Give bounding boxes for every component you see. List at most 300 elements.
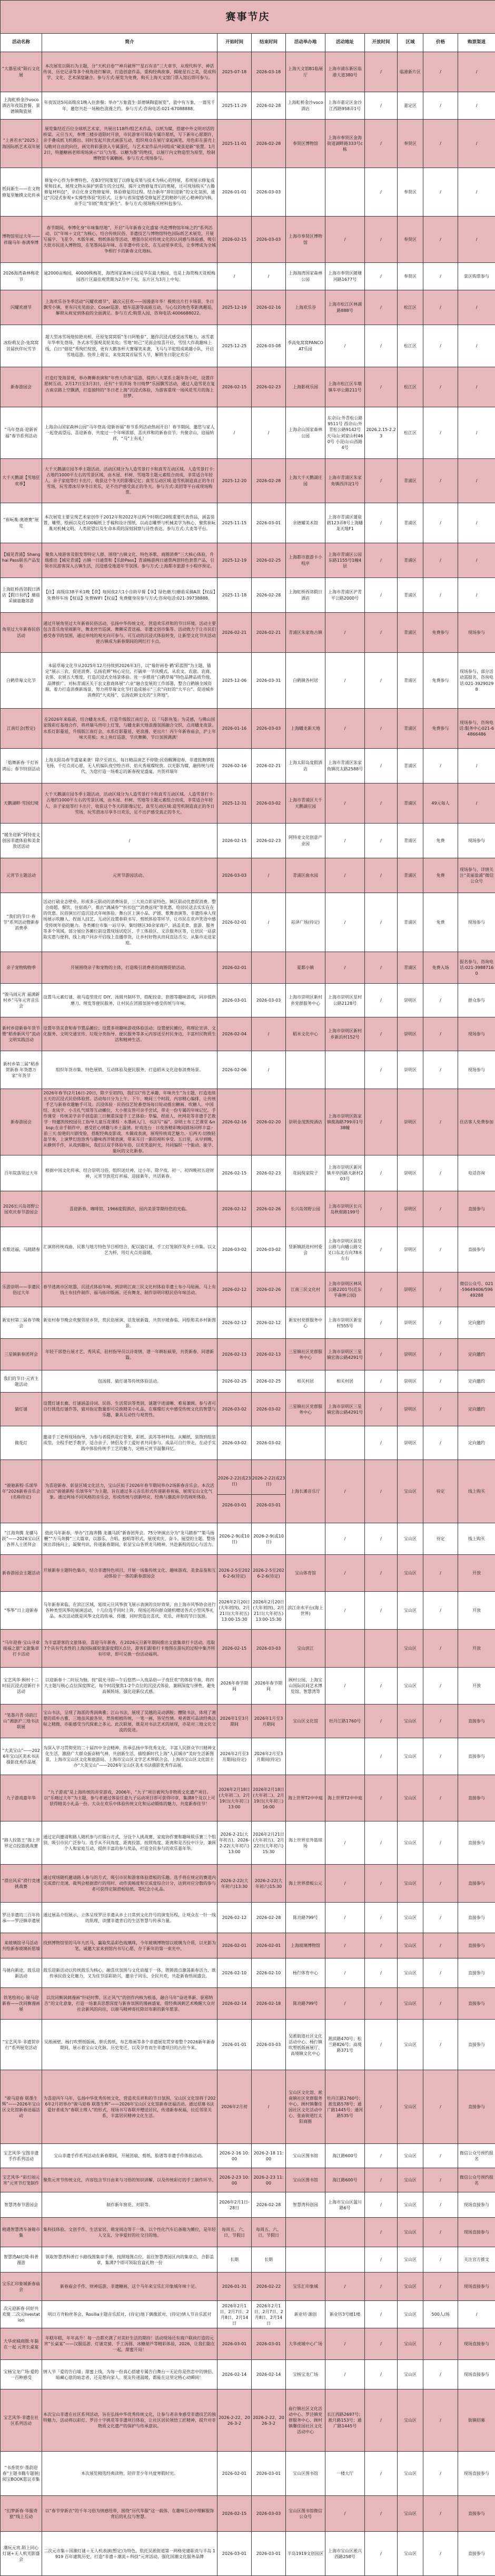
cell-desc: 本次展览精选经典读物，陪伴青少年共度寒假时光。: [42, 2452, 217, 2496]
cell-channel: /: [458, 92, 495, 120]
cell-desc: 通过展品介绍展示，立体呈现罗泾非遗从乡土日常到文化符号的演变历程，让观众在一针一线的肌理，读懂非遗背后的生活智慧与传承力量。: [42, 1903, 217, 1933]
cell-name: “笔墨丹青·诗韵江山”湘浙沪三地书法联展: [1, 1705, 42, 1738]
cell-district: 奉贤区: [398, 120, 423, 168]
cell-price: 免费: [423, 824, 458, 858]
table-row: [1, 1426, 495, 1460]
cell-end: 2026-03-03: [252, 2496, 286, 2532]
cell-end: 2026-03-02: [252, 783, 286, 824]
cell-channel: 群众参与: [458, 984, 495, 1017]
cell-open: /: [365, 2192, 398, 2218]
cell-price: /: [423, 2452, 458, 2496]
cell-address: 牡丹江路1760号: [325, 1705, 365, 1738]
cell-district: 宝山区: [398, 2218, 423, 2247]
cell-price: /: [423, 1191, 458, 1227]
cell-address: /: [325, 1592, 365, 1630]
cell-address: /: [325, 893, 365, 952]
table-row: [1, 168, 495, 217]
cell-district: 崇明区: [398, 1426, 423, 1460]
cell-channel: /: [458, 407, 495, 459]
cell-start: 2026-02-16: [217, 749, 252, 783]
cell-end: 2026年2月至3月期间(待定): [252, 1738, 286, 1775]
cell-venue: 杨行体育中心: [286, 1958, 325, 1988]
cell-name: 闪耀欢禧节: [1, 290, 42, 325]
cell-desc: 本次展览主要呈现艺术家创作于2012年和2022年这两个时期近20组重要代表作品，涵盖装置、雕塑、绘画以及近100幅纸上手稿和设计图纸，以动态雕塑与机械美学为核心，聚焦崔岏胤对机械文明、人类欲望以及生命本质的深刻洞察与诗性表达。参与方式:大麦等平台。: [42, 503, 217, 543]
cell-venue: 新业坊·源创: [286, 2301, 325, 2328]
col-header-desc: 简介: [42, 34, 217, 52]
cell-channel: 现场直接参与: [458, 2192, 495, 2218]
cell-start: 2026年2月初: [217, 2070, 252, 2144]
table-row: [1, 92, 495, 120]
cell-price: /: [423, 984, 458, 1017]
table-row: [1, 1865, 495, 1903]
cell-district: 青浦区: [398, 893, 423, 952]
cell-open: /: [365, 92, 398, 120]
cell-open: /: [365, 2168, 398, 2192]
cell-district: 宝山区: [398, 2496, 423, 2532]
cell-venue: 海上世界T2中中庭: [286, 1775, 325, 1821]
cell-start: 2026-02-01: [217, 2452, 252, 2496]
cell-channel: 直接参与: [458, 1903, 495, 1933]
cell-open: /: [365, 2532, 398, 2576]
table-row: [1, 2070, 495, 2144]
cell-address: 新业坊3号楼1楼: [325, 2301, 365, 2328]
cell-address: 上海市奉贤区金海街道湖畔路333号c栋: [325, 120, 365, 168]
cell-start: 2026-02-12: [217, 1307, 252, 1339]
cell-end: 2026-02-20: [252, 1089, 286, 1155]
cell-desc: 吴淞画壁、杨行吹塑纸版画、蔡氏剪纸、布艺堆画等多个非遗展览贯穿着整个2026新年新春期间，展示着宝山文化脉，历史变迁，以及孕育而生非遗项目的古往今来。: [42, 2020, 217, 2070]
cell-price: /: [423, 1630, 458, 1668]
cell-name: 做花灯: [1, 1426, 42, 1460]
cell-start: 2026-2-5至2026-2-6(待定): [217, 1555, 252, 1592]
cell-address: 上海市青浦区蒲泉路123弄8号上海蟠龙天地F1: [325, 503, 365, 543]
cell-name: 【城见青浦】Shanghai Pass联名产品发布: [1, 543, 42, 578]
table-row: [1, 1017, 495, 1051]
cell-open: /: [365, 2389, 398, 2452]
cell-open: /: [365, 459, 398, 503]
cell-open: /: [365, 1738, 398, 1775]
cell-name: “宝艺风华·非遗贺岁行”系列展览活动: [1, 2020, 42, 2070]
cell-address: [325, 2218, 365, 2247]
cell-start: 2026-02-14: [217, 2360, 252, 2389]
table-row: [1, 1155, 495, 1191]
cell-venue: [286, 168, 325, 217]
cell-address: /: [325, 2273, 365, 2301]
cell-desc: 聚焦入境游客及银发等特定人群，围绕“古镇文化、特色茶歌、商圈消费”三大核心体验，升级推出【城见青浦】古镇一日通票和【乐龄Pass】青浦畅游两日通票两款特色套票产品，引领市民游客深入古镇生活，沉浸感受地道年节氛围。参与方式:上海都市旅游卡小程序预定。: [42, 543, 217, 578]
cell-end-session-2: 2026-03-01: [252, 1495, 285, 1515]
cell-desc: 情人节「爱的告白墙」甜蜜上线，为每一份真心搭建专属告白舞台～无论你是热恋中的情侣、暗藏心意的暗恋者，还是想向家人、朋友传递温暖，都能在这里定格心动瞬间！: [42, 2360, 217, 2389]
cell-open: /: [365, 2496, 398, 2532]
cell-end: 2026-02-12: [252, 1307, 286, 1339]
cell-district: 崇明区: [398, 1307, 423, 1339]
cell-end: 长期: [252, 2247, 286, 2273]
table-row: [1, 2496, 495, 2532]
cell-district: 临港新片区: [398, 52, 423, 92]
cell-start: 2025-07-18: [217, 52, 252, 92]
cell-name: “马年迎春·宝山寻章接福之旅”文旅集章打卡活动: [1, 1630, 42, 1668]
cell-desc: 2026年春节(2月16日-20日，除夕至初四)，我们以“传艺承趣，年味共生”为主题，打造连续五天的沉浸式民俗体验营。活动每日分为上午、下午、晚间三个时段，内容精心编排，让传统手艺与新春欢趣触手可及。沉浸体验 · 民俗技艺轮番登场每日轮动推出糖画、吹糖人、中国结、龙凤字、小丑扎气球等互动摊位，大小朋友皆可亲手尝试，带走一份专属的年味记忆。手作课堂 · 传统美学亲手创造前三日侧重深度手工艺体验:· 草编、捏面人、丝网花等非遗手艺教学 · 特邀凯悦校园员工指导儿童压花课程 · 水墨画入门、书法写“福”、崇明土布工艺课堂 &nbsp;在亲手制作中，感受匠心情趣与乡土温情。好戏连台 · 日夜皆精彩晚间剧场同样丰富:· 前三天:惊艳的川剧变脸，搭配经典皮影戏、木偶戏表演，展现传统戏艺魅力。· 后两天:切换轻盈节奏，上演梦幻泡泡秀与趣味西洋镜表演，带来耳目一新的视听享受。五日里，从早到晚，从静到手作，从戏到趣玩，我们以双手体验年俗，以欢笑盈时光，共同编织一个能动、能学、能玩的文化新春。: [42, 1089, 217, 1155]
cell-name: 大华虎城商圈:年黏在一起 元宵长桌宴: [1, 2328, 42, 2360]
cell-district: 奉贤区: [398, 217, 423, 263]
cell-open: /: [365, 2218, 398, 2247]
cell-district: 青浦区: [398, 459, 423, 503]
cell-open: /: [365, 1460, 398, 1523]
cell-desc: 汇演将传统戏曲、民歌与地方特色节目相结合，配以猜灯谜、手工灯笼制作及乡土市集。以文艺为桥，用灯火点亮温暖。: [42, 1227, 217, 1272]
table-row: [1, 2360, 495, 2389]
cell-end: 每周五、六、日，节假日: [252, 2218, 286, 2247]
cell-venue: 智慧湾科创园: [286, 2192, 325, 2218]
col-header-venue: 活动举办地: [286, 34, 325, 52]
cell-venue: [286, 2218, 325, 2247]
cell-price: /: [423, 1903, 458, 1933]
table-row: [1, 1460, 495, 1523]
cell-open: /: [365, 1017, 398, 1051]
table-row: [1, 653, 495, 709]
table-row: [1, 367, 495, 407]
cell-end: 2026年1月至3月期间: [252, 1705, 286, 1738]
cell-start: 2026-02-12: [217, 1191, 252, 1227]
cell-district: 宝山区: [398, 1988, 423, 2020]
cell-district: 青浦区: [398, 613, 423, 653]
cell-open: /: [365, 263, 398, 290]
table-row: [1, 1089, 495, 1155]
cell-district: 宝山区: [398, 2532, 423, 2576]
cell-name: 猜灯谜: [1, 1393, 42, 1426]
cell-open: /: [365, 1933, 398, 1958]
cell-district: 宝山区: [398, 1958, 423, 1988]
table-row: [1, 120, 495, 168]
table-row: [1, 1272, 495, 1307]
cell-venue: 青浦区曲水园: [286, 858, 325, 893]
cell-address: 上海市宝山区淞兴西路258号: [325, 2532, 365, 2576]
cell-name: 新春游园会主题活动: [1, 1555, 42, 1592]
cell-start: 2026-03-01: [217, 2328, 252, 2360]
cell-end: 2026-03-02: [252, 1227, 286, 1272]
cell-start: 2026-03-02: [217, 1227, 252, 1272]
cell-end: 2026-03-01: [252, 503, 286, 543]
cell-end: 2026-02-16: [252, 290, 286, 325]
cell-name: “幻梦新春·华服奇旅”线上互动: [1, 2496, 42, 2532]
cell-district: 青浦区: [398, 709, 423, 749]
cell-price: 待定: [423, 1460, 458, 1523]
cell-name: 元宵节主题活动: [1, 858, 42, 893]
cell-end: /: [252, 2070, 286, 2144]
cell-name: “骏马闹元宵 福满新村乡”马年元宵音乐会: [1, 984, 42, 1017]
cell-price: /: [423, 2389, 458, 2452]
cell-price: /: [423, 2020, 458, 2070]
cell-address: 上海市崇明区新安村555号: [325, 1307, 365, 1339]
cell-start: 2025-11-18: [217, 578, 252, 613]
cell-district: 松江区: [398, 290, 423, 325]
cell-start: 2025-11-15: [217, 503, 252, 543]
cell-venue: 上海市奉贤区博物馆: [286, 217, 325, 263]
cell-desc: 制作新年窗花、对联等。: [42, 2192, 217, 2218]
table-row: [1, 2247, 495, 2273]
cell-start: /: [217, 407, 252, 459]
cell-price: /: [423, 1051, 458, 1089]
cell-district: 宝山区: [398, 2070, 423, 2144]
cell-channel: 街镇招募: [458, 2389, 495, 2452]
cell-district: 青浦区: [398, 952, 423, 984]
cell-channel: 现场参与，咨询电话:服务中心021-64866486: [458, 709, 495, 749]
table-row: [1, 2328, 495, 2360]
cell-end: 2026-02-21: [252, 749, 286, 783]
cell-venue: 三星镇社区党群服务中心: [286, 1393, 325, 1426]
cell-venue: 新安村党群服务中心: [286, 1307, 325, 1339]
cell-channel: 开放: [458, 1555, 495, 1592]
cell-district: 松江区: [398, 407, 423, 459]
cell-open: /: [365, 1307, 398, 1339]
cell-name: 智慧湾AI幻境·科普漫游: [1, 2247, 42, 2273]
cell-address: 上海市嘉定区金沙江西路958弄1号: [325, 92, 365, 120]
table-row: [1, 543, 495, 578]
cell-desc: 超大型冰雪场地惊艳亮相，还原兔窝窝版“冬日阿勒泰”，邀你沉浸式感受冰雪魅力。冰雪嘉年华率先登场，各式冰雪强观美轮美奂；雪地“妲己”见面会惊喜开启，雪怪大作战趣味上线，白日“烟花”秀绚烂绽放，更有大鹅茶杯大赛爆笑来袭，飞马与羊驼组成萌趣小队，开启雪地巡游。快带上萌宝，来兔窝窝首届雪人节，解锁冬日限定欢乐！: [42, 325, 217, 367]
cell-name: 新安村第三届春节晚会: [1, 1307, 42, 1339]
cell-channel: 开放: [458, 1630, 495, 1668]
table-row: [1, 2144, 495, 2168]
cell-start: 2026-02-15: [217, 1155, 252, 1191]
cell-open: /: [365, 984, 398, 1017]
cell-district: 崇明区: [398, 1370, 423, 1393]
cell-name: 来玻璃馆寻马活动 共绘新春玻璃祈愿墙: [1, 1933, 42, 1958]
table-row: [1, 1339, 495, 1370]
cell-start: 2026-02-15: [217, 824, 252, 858]
page-title: 赛事节庆: [1, 1, 495, 34]
cell-address: 上海市崇明区星村公路2128号: [325, 984, 365, 1017]
cell-end: 2026-02-18: [252, 1988, 286, 2020]
cell-start: 2026-2-9(或10日): [217, 1523, 252, 1555]
cell-name: 我们的节日·元宵主题活动: [1, 1370, 42, 1393]
cell-price: /: [423, 168, 458, 217]
cell-district: 崇明区: [398, 1191, 423, 1227]
cell-venue: 相关村居: [286, 1370, 325, 1393]
cell-district: 宝山区: [398, 1555, 423, 1592]
table-row: [1, 2301, 495, 2328]
cell-venue: 海上世界室外篮球场: [286, 1821, 325, 1865]
cell-name: 宝杨宝龙广场:爱的一百种感受: [1, 2360, 42, 2389]
cell-desc: 设置年货美食和春节置品摊位；设置多项趣味游戏体验活动；设置便民摊位，将理论宣讲、文化服务、文明交通宣传、垃圾分类指导、便民服务等多元内容送至村民身边，丰富村民物质生活和精神生活。: [42, 1017, 217, 1051]
table-row: [1, 1370, 495, 1393]
cell-address: 上海市崇明区三星镇宏海公路4291号: [325, 1393, 365, 1426]
cell-start: 2025-12-31: [217, 783, 252, 824]
cell-channel: 直接参与: [458, 1227, 495, 1272]
cell-price: 免费参与: [423, 709, 458, 749]
cell-desc: 组织年货市集、特色展销、互动体验及便民服务，打造稻米文化迎春消费场景。: [42, 1051, 217, 1089]
cell-start: 2026-02-04: [217, 1017, 252, 1051]
cell-price: /: [423, 2168, 458, 2192]
cell-name: 潮玩元宵.陌上同心 灯谜+无人机光影盛会: [1, 2532, 42, 2576]
cell-end: 2026-02-21: [252, 613, 286, 653]
cell-channel: 直接参与: [458, 1958, 495, 1988]
table-row: [1, 1903, 495, 1933]
cell-end: 2026-2-5至2026-2-6(待定): [252, 1555, 286, 1592]
cell-name: “崔岏胤:奥德赛”展览: [1, 503, 42, 543]
cell-price: /: [423, 1339, 458, 1370]
cell-start: 2026-03-01: [217, 2532, 252, 2576]
cell-name: 稍遇智慧湾车备箱市集: [1, 2218, 42, 2247]
cell-open: /: [365, 783, 398, 824]
cell-open: /: [365, 217, 398, 263]
cell-district: 宝山区: [398, 2020, 423, 2070]
cell-name: “滑出风采”滑行竞速挑战赛: [1, 1865, 42, 1903]
cell-address: /: [325, 1821, 365, 1865]
cell-price: /: [423, 1933, 458, 1958]
cell-desc: 大千天鹅湖庄园冬季主题活动，活动区域分为人造雪景打卡和真雪互动区域。人造雪景打卡:占地约1000平左右的雪景区域，由木屋、杉树、雪地等主题元素组合而成，非常适合年轻人、亲子家庭等打卡出片，收获这个冬天的影像记忆。真雪互动区域:造雪机制造真正的冬日雪场，玩雪滑冰尽享冬日欢乐，足不出沪感受真正的冬天。: [42, 783, 217, 824]
cell-name: 大千天鹅湖【雪地狂欢季】: [1, 459, 42, 503]
cell-channel: /: [458, 217, 495, 263]
cell-address: 上海市松江区车墩镇车亭公路211号: [325, 367, 365, 407]
cell-district: 嘉定区: [398, 92, 423, 120]
cell-channel: 现场直接参与: [458, 2452, 495, 2496]
cell-venue: 宝杨宝龙广场: [286, 2360, 325, 2389]
cell-start: 每周五、六、日，节假日: [217, 2218, 252, 2247]
cell-end: 2026年2月1日、2月7日、2月8日、2月14日: [252, 2301, 286, 2328]
cell-address: [325, 1051, 365, 1089]
cell-start: 2026年2月至3月期间(待定): [217, 1738, 252, 1775]
table-row: [1, 893, 495, 952]
cell-open: /: [365, 1705, 398, 1738]
cell-desc: 【住】高级房38平米1晚【食】每间夜2大1小自助早餐【享】绿色蘑方|蘑菇采摘A款【权益】免费停车场【权益】免费WIFI【权益】免费健身房参与方式:咨询电话:021-39738888。: [42, 578, 217, 613]
cell-end: /: [252, 893, 286, 952]
cell-address: 淞滨路470号；松兰路826号；高境路371号: [325, 2020, 365, 2070]
table-row: [1, 1988, 495, 2020]
cell-start: 2025-12-19: [217, 290, 252, 325]
cell-channel: 景区购票参与: [458, 263, 495, 290]
cell-venue: 上海虹桥西郊假日酒店: [286, 578, 325, 613]
table-row: [1, 2389, 495, 2452]
cell-open: /: [365, 52, 398, 92]
table-row: [1, 290, 495, 325]
table-row: [1, 578, 495, 613]
cell-open: /: [365, 2273, 398, 2301]
cell-address: /: [325, 1865, 365, 1903]
cell-address: /: [325, 1933, 365, 1958]
cell-channel: 现场参与: [458, 1051, 495, 1089]
cell-name: 新村乡迎新春年货节暨“稻香新风号”流动文明实践活动: [1, 1017, 42, 1051]
cell-venue: 崇明金茂凯悦酒店: [286, 1089, 325, 1155]
table-row: [1, 824, 495, 858]
cell-open: /: [365, 1865, 398, 1903]
table-row: [1, 2532, 495, 2576]
cell-address: 上海市浦东新区临港大道380号: [325, 52, 365, 92]
cell-venue: 季高兔窝窝PANCOAT乐园: [286, 325, 325, 367]
cell-end: 2026-02-14: [252, 2360, 286, 2389]
cell-end: 2026-03-02: [252, 1426, 286, 1460]
cell-open: /: [365, 2328, 398, 2360]
cell-end: 2026-2-22、2026-3-2: [252, 2389, 286, 2452]
cell-name: “书香贺岁·墨韵迎春”主题书籍专题展|阅宝BOOK思议市集: [1, 2452, 42, 2496]
table-row: [1, 1051, 495, 1089]
cell-address: 上海市崇明区前竖公路与向蟠公路交叉口东北方向78米左右: [325, 1227, 365, 1272]
cell-price: /: [423, 217, 458, 263]
cell-venue: 宝山体育馆: [286, 1555, 325, 1592]
col-header-district: 区域: [398, 34, 423, 52]
table-row: [1, 1523, 495, 1555]
cell-district: 青浦区: [398, 749, 423, 783]
cell-end: 2026年2月21日(大年初五)、2月22日(大年初六)15:30: [252, 1821, 286, 1865]
cell-open: /: [365, 2452, 398, 2496]
cell-price: /: [423, 1668, 458, 1705]
cell-channel: 定向邀约: [458, 1307, 495, 1339]
cell-channel: 关注官方推文: [458, 2247, 495, 2273]
cell-price: /: [423, 543, 458, 578]
cell-venue: 江南三民文化村: [286, 1272, 325, 1307]
cell-venue: 上海市青浦区大千天鹅湖庄园: [286, 783, 325, 824]
table-row: [1, 503, 495, 543]
cell-name: 罗泾非遗的三百年传承——罗泾镇非遗展: [1, 1903, 42, 1933]
cell-end: /: [252, 1051, 286, 1089]
cell-price: 免费参与: [423, 613, 458, 653]
cell-open: /: [365, 325, 398, 367]
cell-name: “马年登高·迎新祈福”春节系列活动: [1, 407, 42, 459]
cell-venue: 上海蟠龙新天地: [286, 709, 325, 749]
cell-district: 宝山区: [398, 2168, 423, 2192]
cell-address: 上海市宝山区蕰川路6号: [325, 2192, 365, 2218]
cell-venue: 长兴岛郊野公园: [286, 1191, 325, 1227]
cell-price: /: [423, 1958, 458, 1988]
cell-district: 宝山区: [398, 2389, 423, 2452]
cell-start: 2026-02-01: [217, 952, 252, 984]
cell-address: [325, 1738, 365, 1775]
cell-desc: 年轻干部登台展才艺、秀风采，驻村指导员以诗寄情，谱一年耕耘硕果，共贺新春、同谱新篇。: [42, 1339, 217, 1370]
cell-address: 相关村居: [325, 1370, 365, 1393]
cell-channel: /: [458, 783, 495, 824]
col-header-channel: 购票渠道: [458, 34, 495, 52]
cell-venue: 上海大千天鹅湖庄园: [286, 459, 325, 503]
cell-district: 宝山区: [398, 1523, 423, 1555]
cell-desc: 本次展览以陨石为主题，分“天机启卷”“神兵破界”“星石有音”三大章节，从现代科学、神话传说、历史记录等多个视角进行解读，打造创意作品，重构经典故事，揭秘星石之美，促成科学、文化、艺术深度融合。参与方式:展览为免费，购买上海天文馆门票入馆后即可参与。: [42, 52, 217, 92]
cell-open: /: [365, 1958, 398, 1988]
table-row: [1, 1958, 495, 1988]
cell-address: /: [325, 2360, 365, 2389]
cell-channel: /: [458, 578, 495, 613]
cell-desc: 明日方舟粉丝茶会、Rosilia主题音乐派对、(待定)地下偶像派对、(待定)情人节音乐派对: [42, 2301, 217, 2328]
cell-desc: 为喜迎新春、彰显区域文化活力，宝山区拟于2026年春节期间举办2场新春音乐会。本次活动以“骏驰新程·乐颂华年”为主题，旨在通过多元音乐形式传递新春祝福、展现宝山文化气象。通过两场不同风格的音乐会，形成传统与创新呼应、经典与潮流并存的视听体验。: [42, 1460, 217, 1523]
cell-desc: 春节逃离市区喧嚣，沉浸式体验年味。到崇明江南三民文化村体验非遗土布小马贴画、马上有钱土布挂件制作、福马拓印版画。还有舞龙、制作崇明印糕民俗年味活动。: [42, 1272, 217, 1307]
cell-district: 崇明区: [398, 1017, 423, 1051]
cell-channel: 线上购买: [458, 1460, 495, 1523]
cell-address: /: [325, 824, 365, 858]
cell-name: 2026长兴岛郊野公园欢庆春节游园会: [1, 1191, 42, 1227]
table-row: [1, 263, 495, 290]
cell-name: “上善若水”2025上海国际纸艺术双年展: [1, 120, 42, 168]
cell-price: 免费: [423, 893, 458, 952]
cell-address: /: [325, 325, 365, 367]
cell-venue: [286, 1738, 325, 1775]
cell-start: 2025-12-25: [217, 325, 252, 367]
cell-start: 长期: [217, 2247, 252, 2273]
cell-end: 2026-02-28: [252, 578, 286, 613]
cell-address: 一楼大厅: [325, 2452, 365, 2496]
cell-venue: [286, 1523, 325, 1555]
cell-district: 宝山区: [398, 1630, 423, 1668]
cell-desc: 本届草莓文化节从2025年12月持续到2026年3月，以“莓好画卷·鹤‘彩蓝图”为主题，锚定“展示三农、促进消费、弘扬农耕”核心定位，打破单一节庆模式，从农文、农旅、农商、农体、农展五大维度，打造沉浸式全场景体验。进一步推进“白鹤草莓”特色品牌品质升级、品牌推广，对标青浦区关于农文旅商体展“六业”融合发展的工作部署，整合白鹤镇全域资源，着力打造消费新场景，努力将草莓文化节打造成展示“三农”向好的“大平台”、促进城乡消费的“大卖场”、弘扬农耕文化的“主阵地”。: [42, 653, 217, 709]
cell-start: 2026-01-01: [217, 168, 252, 217]
cell-address: /: [325, 952, 365, 984]
cell-start: 2025-12-20: [217, 459, 252, 503]
cell-price: /: [423, 2144, 458, 2168]
cell-end: 2026年2月20日(大年初四)、2月21日(大年初五)13:00-15:30: [252, 1592, 286, 1630]
cell-name: 次元迎新春·同好共欢聚 二次元livestation: [1, 2301, 42, 2328]
table-row: [1, 1191, 495, 1227]
column-headers: [1, 34, 495, 52]
cell-desc: 马年新春来临，在滨江区域，延续元旦风筝放飞展示表演的良好效果，由上海市风筝协会进行各种类型风筝的展演活动，十几位选手同时上阵，现场还将向群众随机赠送各式小型风筝礼品。本次活动既是风筝文化的传承、传播，同时营造出喜庆、欢乐、祥和的节日氛围。: [42, 1592, 217, 1630]
cell-name: 博物馆里过大年——祥瑞马年·春满奉博: [1, 217, 42, 263]
cell-district: 宝山区: [398, 2247, 423, 2273]
cell-venue: 上海都市旅游卡小程序: [286, 543, 325, 578]
cell-start: 2026-03-03: [217, 858, 252, 893]
cell-venue: 陈功路799号: [286, 1903, 325, 1933]
cell-channel: 开放: [458, 1592, 495, 1630]
